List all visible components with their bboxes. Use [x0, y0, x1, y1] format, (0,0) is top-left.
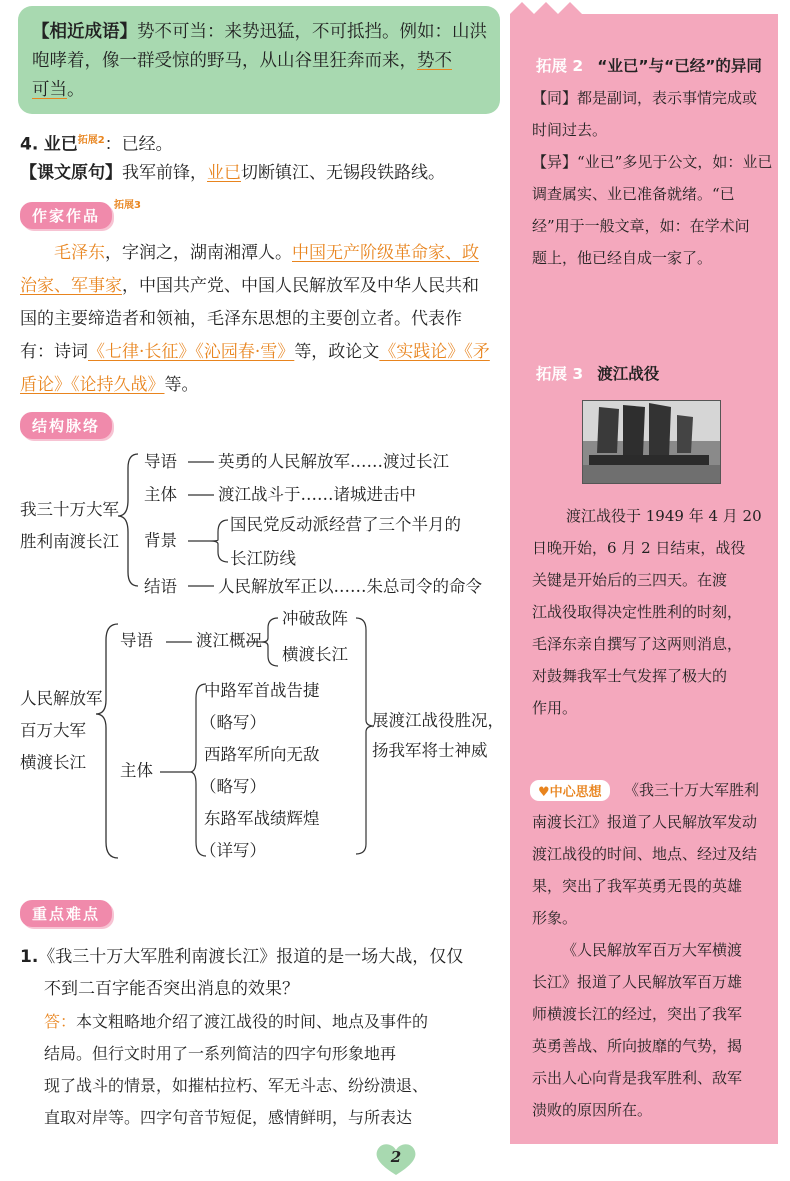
ext2-line: 【异】“业已”多见于公文，如：业已 [532, 153, 773, 171]
ext3-line: 毛泽东亲自撰写了这两则消息， [532, 635, 743, 653]
center-line: 南渡长江》报道了人民解放军发动 [532, 813, 758, 831]
ext2-line: 调查属实、业已准备就绪。“已 [532, 185, 735, 203]
question-line-2: 不到二百字能否突出消息的效果？ [44, 979, 299, 999]
outline-2-intro-b: 横渡长江 [282, 645, 348, 664]
ext2-line: 时间过去。 [532, 121, 608, 139]
outline-1-root-1: 我三十万大军 [20, 500, 119, 519]
outline-1-val: 英勇的人民解放军……渡过长江 [218, 452, 449, 471]
photo-sailboats [583, 401, 720, 483]
outline-2-root-2: 百万大军 [20, 721, 86, 740]
outline-1-val: 渡江战斗于……诸城进击中 [218, 485, 416, 504]
ext2-title: 拓展 2 “业已”与“已经”的异同 [536, 57, 762, 75]
page-number: 2 [390, 1148, 402, 1166]
river-crossing-photo [582, 400, 721, 484]
ext3-line: 日晚开始，6 月 2 日结束，战役 [532, 539, 746, 557]
ext3-line: 关键是开始后的三四天。在渡 [532, 571, 728, 589]
outline-2-body-item: 中路军首战告捷 [204, 681, 320, 700]
outline-1-key: 背景 [144, 531, 177, 550]
outline-2-body-item: （略写） [200, 777, 266, 796]
outline-2-intro-key: 导语 [120, 631, 153, 650]
ext2-line: 题上，他已经自成一家了。 [532, 249, 713, 267]
outline-1-val: 人民解放军正以……朱总司令的命令 [218, 577, 482, 596]
key-points-label: 重点难点 [20, 900, 112, 927]
ext2-line: 经”用于一般文章，如：在学术问 [532, 217, 750, 235]
center-line: 英勇善战、所向披靡的气势，揭 [532, 1037, 743, 1055]
center-idea-label: ♥中心思想 [530, 780, 610, 801]
ext3-title: 拓展 3 渡江战役 [536, 365, 660, 383]
idiom-line-1: 【相近成语】势不可当：来势迅猛，不可抵挡。例如：山洪 [32, 22, 487, 42]
author-line-1: 毛泽东，字润之，湖南湘潭人。中国无产阶级革命家、政 [54, 243, 479, 263]
center-line: 形象。 [532, 909, 578, 927]
answer-line-2: 结局。但行文时用了一系列简洁的四字句形象地再 [44, 1044, 397, 1063]
center-line: 长江》报道了人民解放军百万雄 [532, 973, 743, 991]
outline-2-result-2: 扬我军将士神威 [372, 741, 488, 760]
center-line: 师横渡长江的经过，突出了我军 [532, 1005, 743, 1023]
idiom-line-2: 咆哮着，像一群受惊的野马，从山谷里狂奔而来，势不 [32, 51, 452, 71]
ext3-line: 作用。 [532, 699, 578, 717]
answer-line-1: 答：本文粗略地介绍了渡江战役的时间、地点及事件的 [44, 1012, 429, 1031]
outline-1-val: 长江防线 [230, 549, 296, 568]
ext2-line: 【同】都是副词，表示事情完成或 [532, 89, 758, 107]
outline-2-intro-a: 冲破敌阵 [282, 609, 348, 628]
outline-1-val: 国民党反动派经营了三个半月的 [230, 515, 461, 534]
author-line-5: 盾论》《论持久战》等。 [20, 375, 199, 395]
outline-2-body-item: （略写） [200, 713, 266, 732]
center-line: 《人民解放军百万大军横渡 [562, 941, 743, 959]
outline-2-intro-val: 渡江概况 [196, 631, 262, 650]
center-line: 溃败的原因所在。 [532, 1101, 653, 1119]
idiom-box [18, 6, 500, 114]
outline-1-key: 结语 [144, 577, 177, 596]
outline-2-root-3: 横渡长江 [20, 753, 86, 772]
ext3-line: 江战役取得决定性胜利的时刻， [532, 603, 743, 621]
outline-1-root-2: 胜利南渡长江 [20, 532, 119, 551]
author-label: 作家作品 [20, 202, 112, 229]
author-line-3: 国的主要缔造者和领袖，毛泽东思想的主要创立者。代表作 [20, 309, 462, 329]
answer-line-4: 直取对岸等。四字句音节短促，感情鲜明，与所表达 [44, 1108, 413, 1127]
center-line: 果，突出了我军英勇无畏的英雄 [532, 877, 743, 895]
outline-1-key: 主体 [144, 485, 177, 504]
answer-line-3: 现了战斗的情景，如摧枯拉朽、军无斗志、纷纷溃退、 [44, 1076, 429, 1095]
heart-icon: ♥ [538, 785, 550, 800]
ext3-line: 对鼓舞我军士气发挥了极大的 [532, 667, 728, 685]
outline-1-key: 导语 [144, 452, 177, 471]
author-sup: 拓展3 [114, 200, 141, 211]
kewen-sentence: 【课文原句】我军前锋，业已切断镇江、无锡段铁路线。 [20, 163, 445, 183]
center-line: 渡江战役的时间、地点、经过及结 [532, 845, 758, 863]
ext3-line: 渡江战役于 1949 年 4 月 20 [566, 507, 762, 525]
outline-2-root-1: 人民解放军 [20, 689, 103, 708]
author-line-4: 有：诗词《七律·长征》《沁园春·雪》等，政论文《实践论》《矛 [20, 342, 490, 362]
outline-2-body-item: 东路军战绩辉煌 [204, 809, 320, 828]
outline-2-body-item: （详写） [200, 841, 266, 860]
author-line-2: 治家、军事家，中国共产党、中国人民解放军及中华人民共和 [20, 276, 479, 296]
center-line: 《我三十万大军胜利 [624, 781, 760, 799]
item-4: 4. 业已$^{拓展2}$：已经。 [20, 134, 173, 155]
outline-2-body-key: 主体 [120, 761, 153, 780]
idiom-line-3: 可当。 [32, 80, 85, 100]
structure-label: 结构脉络 [20, 412, 112, 439]
outline-2-body-item: 西路军所向无敌 [204, 745, 320, 764]
question-line-1: 1.《我三十万大军胜利南渡长江》报道的是一场大战，仅仅 [20, 947, 464, 967]
center-line: 示出人心向背是我军胜利、敌军 [532, 1069, 743, 1087]
outline-2-result-1: 展渡江战役胜况， [372, 711, 504, 730]
